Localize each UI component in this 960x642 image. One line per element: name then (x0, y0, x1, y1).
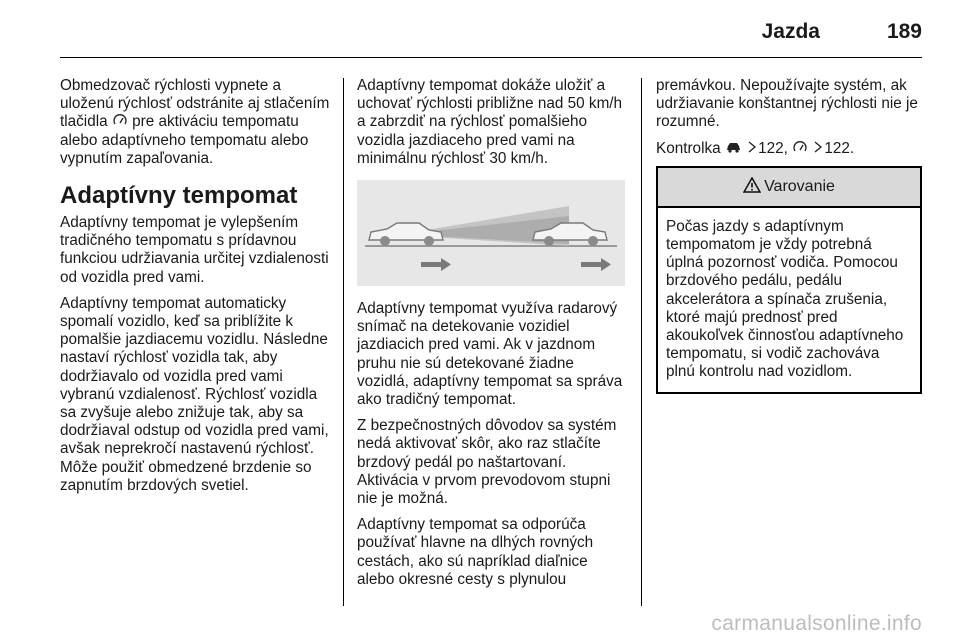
text-fragment: pre aktiváciu tempomatu alebo adaptívneho tempomatu alebo vypnutím zapaľovania. (60, 113, 309, 167)
page-reference-link[interactable]: 122, (758, 139, 788, 157)
paragraph-recommendation: Adaptívny tempomat sa odporúča používať hlavne na dlhých rovných cestách, ako sú napríklad diaľnice alebo okresné cesty s plynulou (357, 516, 594, 588)
column-divider (641, 78, 642, 606)
column-2 (357, 77, 627, 597)
column-divider (343, 78, 344, 606)
page-header (0, 0, 960, 58)
indicator-label: Kontrolka (656, 139, 721, 157)
page-reference-icon (813, 140, 823, 158)
warning-header (658, 168, 920, 208)
text-fragment: Obmedzovač rýchlosti vypnete a uloženú rýchlosť odstránite aj stlačením tlačidla (60, 77, 330, 131)
paragraph-speed-limiter-off (60, 77, 332, 168)
paragraph-safety: Z bezpečnostných dôvodov sa systém nedá aktivovať skôr, ako raz stlačíte brzdový pedál po naštartovaní. Aktivácia v prvom prevodovom stupni nie je možná. (357, 417, 617, 508)
paragraph-auto-slowdown: Adaptívny tempomat automaticky spomalí vozidlo, keď sa priblížite k pomalšie jazdiacemu vozidlu. Následne nastaví rýchlosť vozidla tak, aby dodržiavalo od vozidla pred vami vybranú vzdialenosť. Rýchlosť vozidla sa zvyšuje alebo znižuje tak, aby sa dodržiaval odstup od vozidla pred vami, avšak neprekročí nastavenú rýchlosť. Môže použiť obmedzené brzdenie so zapnutím brzdových svetiel. (60, 294, 329, 494)
watermark: carmanualsonline.info (711, 612, 922, 635)
paragraph-traffic: premávkou. Nepoužívajte systém, ak udržiavanie konštantnej rýchlosti nie je rozumné. (656, 77, 918, 131)
paragraph-speed-range: Adaptívny tempomat dokáže uložiť a uchovať rýchlosti približne nad 50 km/h a zabrzdiť na rýchlosť pomalšieho vozidla jazdiaceho pred vami na minimálnu rýchlosť 30 km/h. (357, 77, 623, 167)
adaptive-cruise-illustration (357, 180, 625, 286)
cruise-control-icon (113, 113, 127, 131)
paragraph-intro: Adaptívny tempomat je vylepšením tradičného tempomatu s prídavnou funkciou udržiavania určitej vzdialenosti od vozidla pred vami. (60, 214, 329, 286)
section-title: Jazda (761, 20, 820, 43)
column-1 (60, 77, 332, 503)
section-heading: Adaptívny tempomat (60, 182, 298, 210)
page-number: 189 (886, 20, 922, 43)
cruise-control-icon (793, 140, 807, 158)
car-indicator-icon (726, 140, 741, 158)
paragraph-radar: Adaptívny tempomat využíva radarový snímač na detekovanie vozidiel jazdiacich pred vami. Ak v jazdnom pruhu nie sú detekované žiadne vozidlá, adaptívny tempomat sa správa ako tradičný tempomat. (357, 300, 623, 409)
page-reference-link[interactable]: 122. (824, 139, 855, 157)
warning-triangle-icon (743, 177, 761, 197)
header-rule (60, 57, 922, 58)
indicator-reference (656, 140, 924, 158)
page-reference-icon (747, 140, 757, 158)
warning-box (656, 166, 922, 394)
warning-title: Varovanie (764, 177, 835, 195)
warning-text: Počas jazdy s adaptívnym tempomatom je vždy potrebná úplná pozornosť vodiča. Pomocou brzdového pedálu, pedálu akcelerátora a spínača zrušenia, ktoré majú prednosť pred akoukoľvek činnosťou adaptívneho tempomatu, si vodič zachováva plnú kontrolu nad vozidlom. (666, 217, 904, 381)
column-3 (656, 77, 924, 394)
